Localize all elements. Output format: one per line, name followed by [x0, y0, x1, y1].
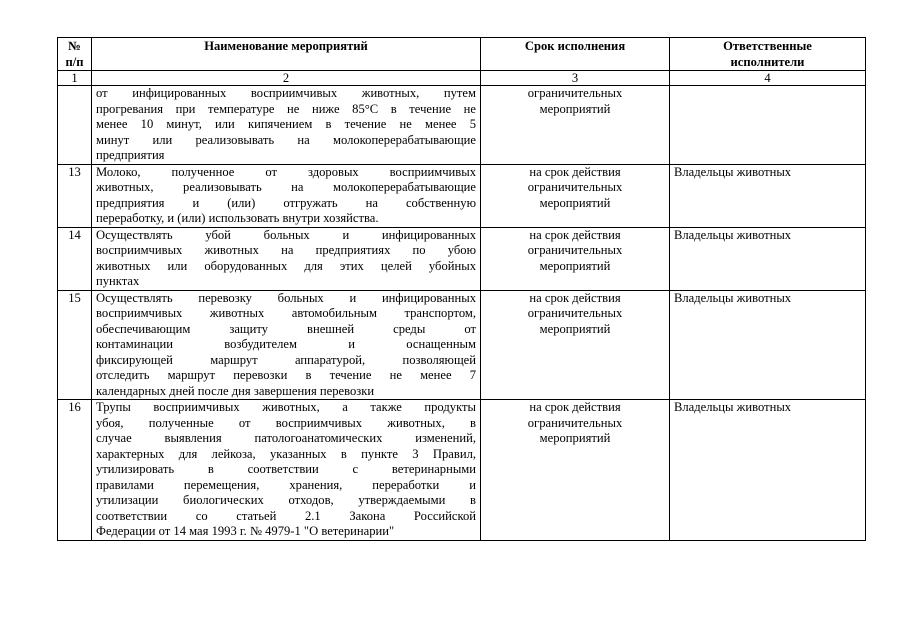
execution-term: [481, 227, 670, 290]
header-name: Наименование мероприятий: [92, 38, 481, 71]
table-row: [58, 164, 866, 227]
row-number: 14: [58, 227, 92, 290]
execution-term-line: ограничительных: [527, 415, 623, 430]
measure-name-line: пунктах: [96, 274, 140, 288]
measure-name-line: случае выявления патологоанатомических изменений,: [96, 431, 476, 445]
execution-term-line: ограничительных: [527, 180, 623, 194]
measure-name-line: соответствии со статьей 2.1 Закона Российской: [96, 508, 476, 523]
measure-name-line: менее 10 минут, или кипячением в течение не менее 5: [96, 117, 476, 131]
measure-name-line: фиксирующей маршрут аппаратурой, позволяющей: [96, 352, 476, 367]
header-responsible: Ответственные исполнители: [670, 38, 866, 71]
measure-name: [92, 290, 481, 400]
measure-name-line: контаминации возбудителем и оснащенным: [96, 337, 476, 351]
execution-term-line: мероприятий: [539, 431, 611, 445]
execution-term: [481, 290, 670, 400]
table-row: [58, 400, 866, 541]
execution-term-line: мероприятий: [539, 101, 611, 116]
measure-name-line: от инфицированных восприимчивых животных, путем: [96, 86, 476, 100]
index-cell: 1: [58, 71, 92, 86]
header-num: № п/п: [58, 38, 92, 71]
responsible-party: Владельцы животных: [670, 290, 866, 400]
table-header-row: [58, 38, 866, 71]
measure-name: [92, 86, 481, 165]
measure-name-line: предприятия: [96, 148, 165, 162]
execution-term: [481, 164, 670, 227]
measure-name-line: Осуществлять перевозку больных и инфицированных: [96, 290, 476, 305]
table-row: [58, 227, 866, 290]
index-cell: 3: [481, 71, 670, 86]
measure-name-line: животных, реализовывать на молокоперерабатывающие: [96, 180, 476, 194]
measure-name-line: восприимчивых животных автомобильным транспортом,: [96, 306, 476, 320]
measure-name-line: правилами перемещения, хранения, переработки и: [96, 477, 476, 492]
measure-name-line: Осуществлять убой больных и инфицированных: [96, 227, 476, 242]
measure-name-line: обеспечивающим защиту внешней среды от: [96, 321, 476, 336]
measure-name: [92, 400, 481, 541]
execution-term: [481, 86, 670, 165]
responsible-party: [670, 86, 866, 165]
index-cell: 4: [670, 71, 866, 86]
measure-name-line: Федерации от 14 мая 1993 г. № 4979-1 "О ветеринарии": [96, 524, 395, 538]
row-number: 16: [58, 400, 92, 541]
responsible-party: Владельцы животных: [670, 227, 866, 290]
execution-term-line: ограничительных: [527, 243, 623, 257]
row-number: 13: [58, 164, 92, 227]
measure-name-line: животных или оборудованных для этих целей убойных: [96, 258, 476, 273]
measure-name-line: предприятия и (или) отгружать на собственную: [96, 195, 476, 210]
execution-term-line: мероприятий: [539, 258, 611, 273]
row-number: 15: [58, 290, 92, 400]
measure-name-line: прогревания при температуре не ниже 85°С в течение не: [96, 101, 476, 116]
index-cell: 2: [92, 71, 481, 86]
measure-name-line: Молоко, полученное от здоровых восприимчивых: [96, 164, 476, 179]
responsible-party: Владельцы животных: [670, 164, 866, 227]
header-term: Срок исполнения: [481, 38, 670, 71]
responsible-party: Владельцы животных: [670, 400, 866, 541]
execution-term-line: на срок действия: [529, 400, 621, 414]
measure-name-line: утилизации биологических отходов, утверждаемыми в: [96, 493, 476, 507]
measure-name-line: убоя, полученные от восприимчивых животных, в: [96, 415, 476, 430]
measure-name-line: переработку, и (или) использовать внутри хозяйства.: [96, 211, 379, 225]
measure-name: [92, 164, 481, 227]
measure-name-line: восприимчивых животных на предприятиях по убою: [96, 243, 476, 257]
measure-name-line: Трупы восприимчивых животных, а также продукты: [96, 400, 476, 414]
measure-name-line: утилизировать в соответствии с ветеринарными: [96, 462, 476, 476]
measure-name-line: отследить маршрут перевозки в течение не менее 7: [96, 368, 476, 382]
execution-term-line: на срок действия: [529, 164, 621, 179]
measure-name-line: характерных для лейкоза, указанных в пункте 3 Правил,: [96, 446, 476, 461]
measure-name-line: минут или реализовывать на молокоперерабатывающие: [96, 132, 476, 147]
execution-term-line: ограничительных: [527, 306, 623, 320]
execution-term: [481, 400, 670, 541]
execution-term-line: мероприятий: [539, 195, 611, 210]
measure-name: [92, 227, 481, 290]
execution-term-line: на срок действия: [529, 227, 621, 242]
column-index-row: [58, 71, 866, 86]
execution-term-line: мероприятий: [539, 321, 611, 336]
execution-term-line: на срок действия: [529, 290, 621, 305]
execution-term-line: ограничительных: [527, 86, 623, 100]
measures-table: [57, 37, 866, 541]
table-row: [58, 290, 866, 400]
measure-name-line: календарных дней после дня завершения перевозки: [96, 383, 375, 398]
table-row: [58, 86, 866, 165]
row-number: [58, 86, 92, 165]
